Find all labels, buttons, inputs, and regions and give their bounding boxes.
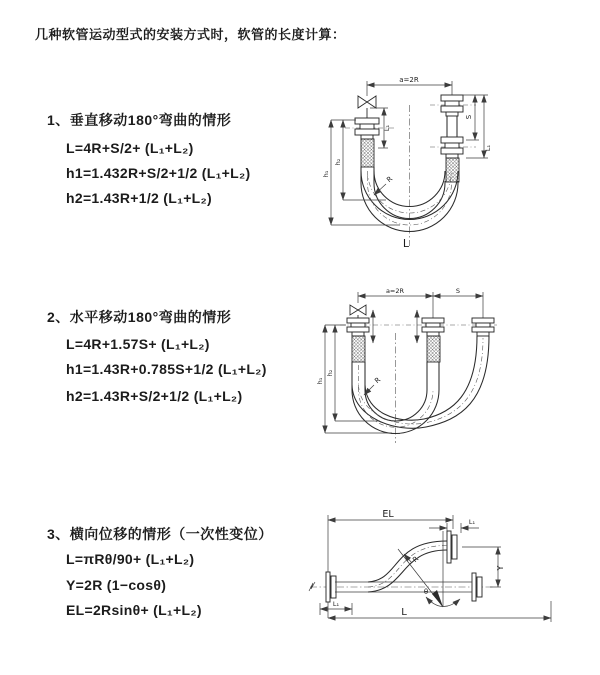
section-3-formula-l: L=πRθ/90+ (L₁+L₂) (66, 551, 195, 567)
diagram-horizontal-u-bend (300, 285, 515, 450)
d3-hose (368, 541, 447, 592)
d2-label-h1: h₁ (316, 377, 324, 385)
d3-dim-el (328, 509, 453, 618)
d3-label-fitting-bottom: L₁ (332, 600, 340, 608)
d1-label-h1: h₁ (322, 170, 330, 178)
section-1-heading: 1、垂直移动180°弯曲的情形 (47, 112, 232, 128)
d3-label-length: L (401, 607, 407, 618)
d1-label-movement: S (465, 114, 473, 120)
d1-left-flange (355, 118, 379, 139)
section-3-heading: 3、横向位移的情形（一次性变位） (47, 526, 273, 542)
d2-hose (352, 336, 489, 434)
d1-valve-icon (358, 96, 376, 118)
d2-dim-span (358, 287, 483, 318)
section-3-formula-y: Y=2R (1−cosθ) (66, 577, 167, 593)
d3-label-el: EL (382, 509, 394, 520)
d3-label-radius: R (411, 554, 421, 565)
section-1-formula-h2: h2=1.43R+1/2 (L₁+L₂) (66, 190, 213, 206)
section-2-formula-l: L=4R+1.57S+ (L₁+L₂) (66, 336, 210, 352)
d2-dim-fittings (373, 310, 417, 343)
d1-dim-movement (462, 95, 492, 158)
d3-dim-offset (462, 547, 505, 587)
d2-valve-icon (350, 305, 366, 318)
d2-label-h2: h₂ (326, 369, 334, 377)
d3-dim-fitting-bottom (320, 600, 352, 615)
d1-dim-span (367, 76, 452, 96)
d3-label-angle: θ (423, 588, 429, 596)
section-3-formula-el: EL=2Rsinθ+ (L₁+L₂) (66, 602, 202, 618)
d3-dim-length (328, 601, 551, 622)
diagram-vertical-u-bend (300, 68, 515, 252)
section-1-formula-l: L=4R+S/2+ (L₁+L₂) (66, 140, 194, 156)
section-1-formula-h1: h1=1.432R+S/2+1/2 (L₁+L₂) (66, 165, 251, 181)
d2-left-braid (352, 336, 365, 362)
d1-label-h2: h₂ (334, 158, 342, 166)
d2-label-movement: S (455, 287, 461, 295)
d3-label-offset: Y (496, 565, 505, 571)
section-2-formula-h2: h2=1.43R+S/2+1/2 (L₁+L₂) (66, 388, 243, 404)
d1-label-fitting-right: L₁ (484, 144, 492, 152)
d1-label-fitting: L₁ (383, 124, 391, 132)
d1-label-radius: R (385, 174, 395, 185)
section-2-heading: 2、水平移动180°弯曲的情形 (47, 309, 232, 325)
d3-upper-flange (447, 531, 457, 563)
d1-left-braid (361, 139, 374, 167)
d3-lower-flange (472, 573, 482, 601)
d2-dim-radius (364, 376, 382, 395)
d3-centerlines (309, 582, 495, 591)
d2-middle-braid (427, 336, 440, 362)
d1-label-length: L (402, 237, 410, 250)
d1-right-flanges (441, 95, 463, 158)
d2-label-span: a=2R (385, 287, 405, 295)
diagram-lateral-offset (300, 505, 560, 640)
page-title: 几种软管运动型式的安装方式时，软管的长度计算： (35, 27, 346, 42)
d2-flanges (347, 318, 494, 336)
d3-left-flange (326, 572, 336, 602)
section-2-formula-h1: h1=1.43R+0.785S+1/2 (L₁+L₂) (66, 361, 267, 377)
d1-label-span: a=2R (399, 76, 419, 84)
d3-label-fitting-top: L₁ (468, 518, 476, 526)
d2-label-radius: R (373, 375, 383, 386)
